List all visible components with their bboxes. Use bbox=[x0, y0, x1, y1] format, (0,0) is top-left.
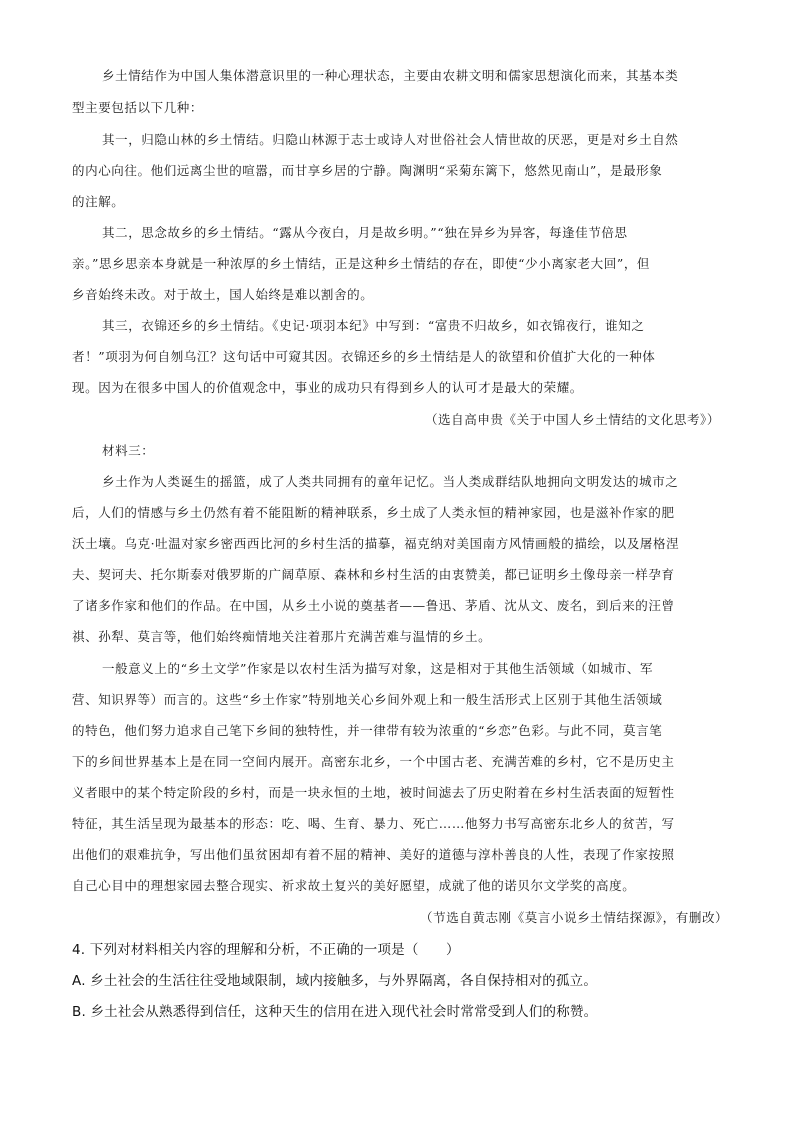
material-three-p2-line-1: 一般意义上的“乡土文学”作家是以农村生活为描写对象，这是相对于其他生活领域（如城市、军 bbox=[102, 661, 654, 676]
type-one-line-1: 其一，归隐山林的乡土情结。归隐山林源于志士或诗人对世俗社会人情世故的厌恶，更是对乡土自然 bbox=[102, 132, 679, 147]
type-two-line-3: 乡音始终未改。对于故土，国人始终是难以割舍的。 bbox=[72, 287, 374, 302]
source-citation-two: （节选自黄志刚《莫言小说乡土情结探源》，有删改） bbox=[420, 910, 729, 925]
material-three-p1-line-6: 祺、孙犁、莫言等，他们始终痴情地关注着那片充满苦难与温情的乡土。 bbox=[72, 629, 492, 644]
question-option-a[interactable]: A. 乡土社会的生活往往受地域限制，域内接触多，与外界隔离，各自保持相对的孤立。 bbox=[72, 973, 598, 989]
type-three-line-2: 者！”项羽为何自刎乌江？这句话中可窥其因。衣锦还乡的乡土情结是人的欲望和价值扩大化的一种体 bbox=[72, 349, 656, 364]
material-three-p2-line-8: 自己心目中的理想家园去整合现实、祈求故土复兴的美好愿望，成就了他的诺贝尔文学奖的高度。 bbox=[72, 878, 636, 893]
material-three-p1-line-4: 夫、契诃夫、托尔斯泰对俄罗斯的广阔草原、森林和乡村生活的由衷赞美，都已证明乡土像母亲一样孕育 bbox=[72, 567, 675, 582]
material-three-p1-line-5: 了诸多作家和他们的作品。在中国，从乡土小说的奠基者——鲁迅、茅盾、沈从文、废名，到后来的汪曾 bbox=[72, 598, 675, 613]
material-three-p1-line-3: 沃土壤。乌克·吐温对家乡密西西比河的乡村生活的描摹，福克纳对美国南方风情画般的描绘，以及屠格涅 bbox=[72, 536, 680, 551]
material-three-p1-line-1: 乡土作为人类诞生的摇篮，成了人类共同拥有的童年记忆。当人类成群结队地拥向文明发达的城市之 bbox=[102, 474, 679, 489]
type-three-line-3: 现。因为在很多中国人的价值观念中，事业的成功只有得到乡人的认可才是最大的荣耀。 bbox=[72, 380, 583, 395]
material-three-p2-line-4: 下的乡间世界基本上是在同一空间内展开。高密东北乡，一个中国古老、充满苦难的乡村，它不是历史主 bbox=[72, 754, 675, 769]
type-three-line-1: 其三，衣锦还乡的乡土情结。《史记·项羽本纪》中写到：“富贵不归故乡，如衣锦夜行，谁知之 bbox=[102, 318, 645, 333]
intro-line-1: 乡土情结作为中国人集体潜意识里的一种心理状态，主要由农耕文明和儒家思想演化而来，其基本类 bbox=[102, 68, 679, 83]
material-three-p2-line-2: 营、知识界等）而言的。这些“乡土作家”特别地关心乡间外观上和一般生活形式上区别于其他生活领域 bbox=[72, 692, 663, 707]
material-three-p2-line-7: 出他们的艰难抗争，写出他们虽贫困却有着不屈的精神、美好的道德与淳朴善良的人性，表现了作家按照 bbox=[72, 847, 675, 862]
type-two-line-1: 其二，思念故乡的乡土情结。“露从今夜白，月是故乡明。”“独在异乡为异客，每逢佳节倍思 bbox=[102, 225, 628, 240]
question-option-b[interactable]: B. 乡土社会从熟悉得到信任，这种天生的信用在进入现代社会时常常受到人们的称赞。 bbox=[72, 1004, 598, 1020]
intro-line-2: 型主要包括以下几种： bbox=[72, 100, 204, 115]
type-one-line-3: 的注解。 bbox=[72, 194, 125, 209]
type-one-line-2: 的内心向往。他们远离尘世的喧嚣，而甘享乡居的宁静。陶渊明“采菊东篱下，悠然见南山”，是最形象 bbox=[72, 163, 663, 178]
material-three-label: 材料三： bbox=[102, 443, 155, 458]
material-three-p2-line-5: 义者眼中的某个特定阶段的乡村，而是一块永恒的土地，被时间滤去了历史附着在乡村生活表面的短暂性 bbox=[72, 785, 675, 800]
type-two-line-2: 亲。”思乡思亲本身就是一种浓厚的乡土情结，正是这种乡土情结的存在，即使“少小离家老大回”，但 bbox=[72, 256, 651, 271]
source-citation-one: （选自高申贵《关于中国人乡土情结的文化思考》） bbox=[424, 412, 720, 427]
material-three-p1-line-2: 后，人们的情感与乡土仍然有着不能阻断的精神联系，乡土成了人类永恒的精神家园，也是滋补作家的肥 bbox=[72, 505, 675, 520]
material-three-p2-line-6: 特征，其生活呈现为最基本的形态：吃、喝、生育、暴力、死亡……他努力书写高密东北乡人的贫苦，写 bbox=[72, 816, 675, 831]
material-three-p2-line-3: 的特色，他们努力追求自己笔下乡间的独特性，并一律带有较为浓重的“乡恋”色彩。与此不同，莫言笔 bbox=[72, 723, 663, 738]
question-stem: 4. 下列对材料相关内容的理解和分析，不正确的一项是（ ） bbox=[72, 942, 460, 958]
